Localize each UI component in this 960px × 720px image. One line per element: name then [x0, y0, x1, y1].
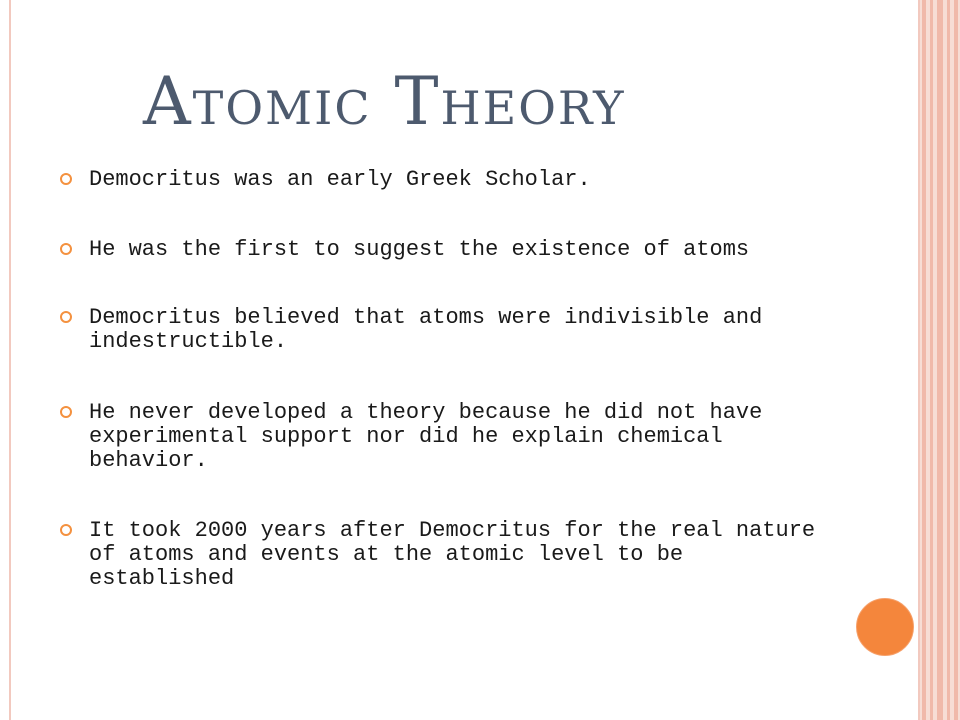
bullet-circle-icon: [60, 311, 72, 323]
bullet-circle-icon: [60, 173, 72, 185]
bullet-item: [60, 401, 820, 473]
bullet-circle-icon: [60, 243, 72, 255]
bullet-item: [60, 306, 820, 354]
bullet-circle-icon: [60, 406, 72, 418]
bullet-text: Democritus was an early Greek Scholar.: [89, 167, 591, 192]
decorative-stripes: [920, 0, 960, 720]
slide-title: Atomic Theory: [143, 63, 626, 140]
bullet-text: He never developed a theory because he did not have experimental support nor did he explain chemical behavior.: [89, 400, 763, 473]
stripe: [922, 0, 926, 720]
stripe: [937, 0, 943, 720]
accent-circle: [856, 598, 914, 656]
bullet-text: It took 2000 years after Democritus for the real nature of atoms and events at the atomic level to be established: [89, 518, 816, 591]
bullet-text: He was the first to suggest the existence of atoms: [89, 237, 750, 262]
stripe: [947, 0, 950, 720]
bullet-item: [60, 238, 820, 262]
stripe: [930, 0, 933, 720]
bullet-item: [60, 168, 820, 192]
bullet-text: Democritus believed that atoms were indivisible and indestructible.: [89, 305, 763, 354]
stripe: [954, 0, 958, 720]
bullet-list: [60, 168, 820, 591]
bullet-circle-icon: [60, 524, 72, 536]
bullet-item: [60, 519, 820, 591]
